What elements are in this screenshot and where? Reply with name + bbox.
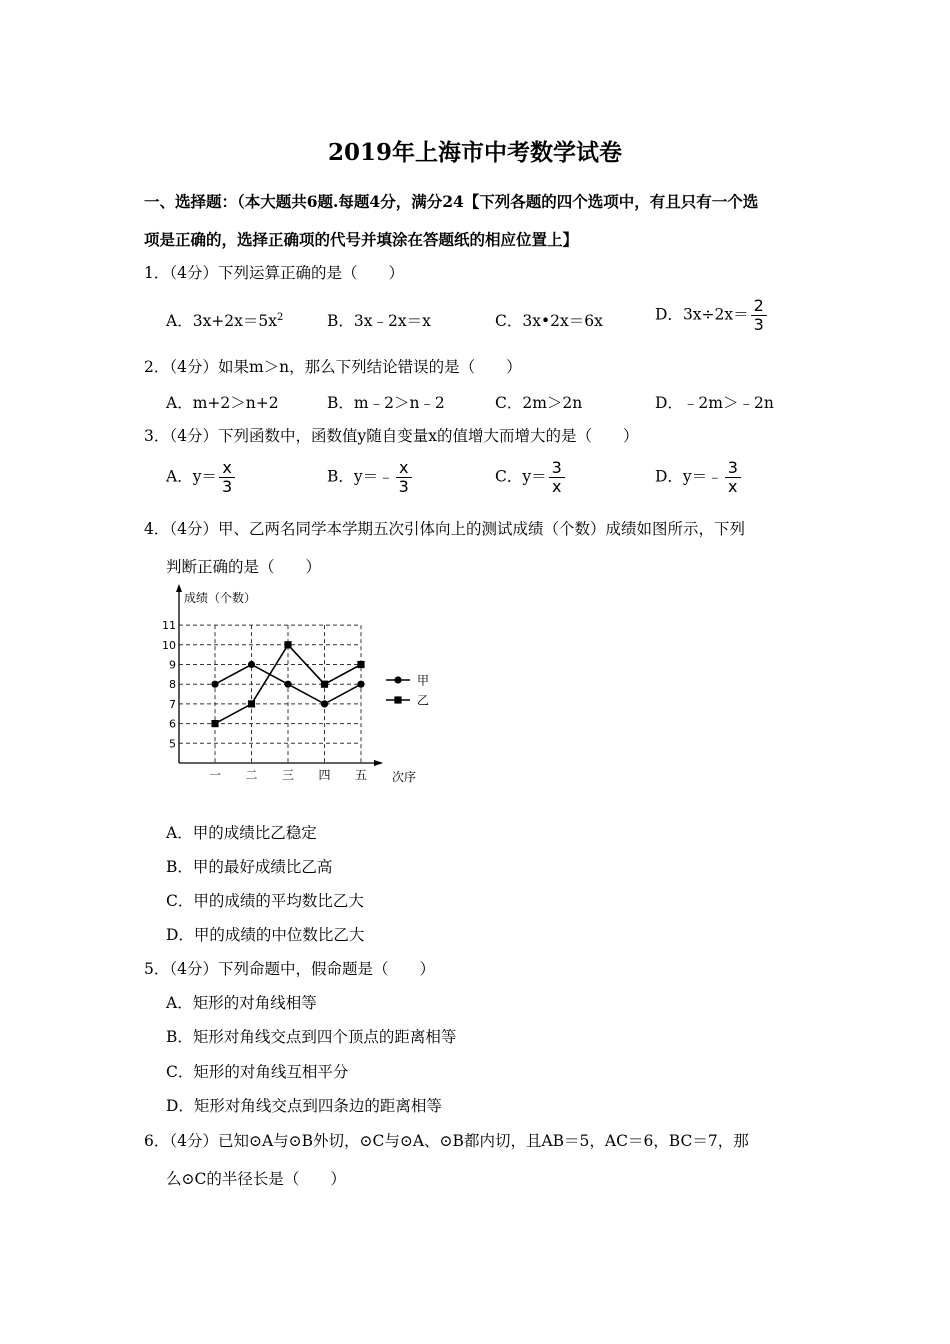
q6-stem-line2: 么⊙C的半径长是（ ） — [166, 1170, 346, 1188]
q4-option-b: B．甲的最好成绩比乙高 — [166, 858, 333, 876]
q5-option-b: B．矩形对角线交点到四个顶点的距离相等 — [166, 1028, 457, 1046]
q3-c-label: C．y＝ — [495, 467, 547, 486]
y-tick-label: 10 — [162, 638, 176, 652]
q2-option-c: C．2m＞2n — [495, 394, 583, 412]
y-tick-label: 8 — [169, 678, 176, 692]
chart-ylabel: 成绩（个数） — [184, 591, 257, 605]
q3-a-label: A．y＝ — [166, 467, 217, 486]
data-point-circle — [211, 681, 218, 688]
data-point-square — [248, 700, 255, 707]
q5-option-c: C．矩形的对角线互相平分 — [166, 1063, 349, 1081]
q3-option-a — [166, 459, 235, 496]
chart-xlabel: 次序 — [392, 770, 417, 784]
legend-label: 甲 — [417, 673, 430, 688]
q1-b-expr: 3x﹣2x＝x — [353, 312, 431, 330]
q1-b-label: B． — [327, 312, 354, 330]
q1-option-d — [655, 297, 767, 334]
score-line-chart — [160, 580, 450, 790]
fraction-numerator: 3 — [549, 459, 565, 478]
data-point-circle — [248, 661, 255, 668]
q1-c-expr: 3x•2x＝6x — [522, 312, 603, 330]
q3-option-c — [495, 459, 565, 496]
data-point-square — [321, 681, 328, 688]
data-point-square — [284, 641, 291, 648]
q1-c-label: C． — [495, 312, 523, 330]
legend-marker-square — [394, 696, 401, 703]
x-axis-arrow — [374, 760, 383, 766]
q3-option-b — [327, 459, 412, 496]
q4-option-c: C．甲的成绩的平均数比乙大 — [166, 892, 364, 910]
q2-option-d: D．﹣2m＞﹣2n — [655, 394, 774, 412]
y-tick-label: 5 — [169, 737, 176, 751]
fraction-numerator: 3 — [725, 459, 741, 478]
x-tick-label: 二 — [245, 768, 258, 782]
q1-option-b — [327, 309, 431, 331]
fraction-denominator: 3 — [753, 315, 764, 334]
q3-a-fraction — [219, 459, 235, 496]
q1-d-label: D． — [655, 305, 683, 324]
fraction-numerator: x — [396, 459, 412, 478]
section-heading-line2: 项是正确的，选择正确项的代号并填涂在答题纸的相应位置上】 — [144, 230, 579, 249]
q6-stem-line1: 6．（4分）已知⊙A与⊙B外切，⊙C与⊙A、⊙B都内切，且AB＝5，AC＝6，BC＝7，那 — [144, 1132, 749, 1150]
fraction-denominator: x — [551, 477, 562, 496]
q4-stem-line2: 判断正确的是（ ） — [166, 558, 322, 576]
fraction-numerator: 2 — [751, 297, 767, 316]
chart-yticks — [162, 619, 176, 750]
q3-b-label: B．y＝﹣ — [327, 467, 394, 486]
q2-stem: 2．（4分）如果m＞n，那么下列结论错误的是（ ） — [144, 358, 522, 376]
q3-option-d — [655, 459, 741, 496]
x-tick-label: 五 — [354, 768, 368, 782]
fraction-numerator: x — [219, 459, 235, 478]
data-point-circle — [284, 681, 291, 688]
q1-a-expr: 3x+2x＝5x — [192, 312, 277, 330]
fraction-denominator: 3 — [221, 477, 233, 496]
x-tick-label: 一 — [208, 768, 222, 782]
legend-marker-circle — [394, 676, 401, 683]
q3-b-fraction — [396, 459, 412, 496]
q1-a-sup: 2 — [277, 311, 284, 323]
chart-axes — [176, 584, 383, 766]
q4-option-d: D．甲的成绩的中位数比乙大 — [166, 926, 365, 944]
x-tick-label: 四 — [318, 768, 331, 782]
section-heading-line1: 一、选择题：（本大题共6题.每题4分，满分24【下列各题的四个选项中，有且只有一个选 — [144, 192, 759, 211]
q1-a-label: A． — [166, 312, 193, 330]
y-axis-arrow — [176, 584, 182, 592]
y-tick-label: 7 — [169, 697, 176, 711]
y-tick-label: 11 — [162, 619, 176, 633]
q3-d-label: D．y＝﹣ — [655, 467, 723, 486]
chart-xticks — [209, 768, 367, 782]
q1-stem: 1．（4分）下列运算正确的是（ ） — [144, 264, 404, 282]
q3-d-fraction — [725, 459, 741, 496]
data-point-circle — [357, 681, 364, 688]
y-tick-label: 6 — [169, 717, 176, 731]
q1-d-prefix: 3x÷2x＝ — [682, 305, 749, 324]
x-tick-label: 三 — [281, 768, 295, 782]
q1-d-fraction — [751, 297, 767, 334]
chart-grid — [179, 625, 361, 763]
chart-legend — [386, 674, 429, 708]
q3-c-fraction — [549, 459, 565, 496]
y-tick-label: 9 — [169, 658, 176, 672]
q5-option-a: A．矩形的对角线相等 — [166, 994, 317, 1012]
q5-option-d: D．矩形对角线交点到四条边的距离相等 — [166, 1097, 442, 1115]
data-point-circle — [321, 700, 328, 707]
fraction-denominator: 3 — [398, 477, 409, 496]
fraction-denominator: x — [728, 477, 738, 496]
q1-option-a — [166, 309, 283, 331]
legend-label: 乙 — [417, 693, 430, 708]
q4-option-a: A．甲的成绩比乙稳定 — [166, 824, 317, 842]
q5-stem: 5．（4分）下列命题中，假命题是（ ） — [144, 960, 435, 978]
q3-stem: 3．（4分）下列函数中，函数值y随自变量x的值增大而增大的是（ ） — [144, 427, 639, 445]
data-point-square — [357, 661, 364, 668]
q1-option-c — [495, 309, 603, 331]
q2-option-a: A．m+2＞n+2 — [166, 394, 279, 412]
q4-stem-line1: 4．（4分）甲、乙两名同学本学期五次引体向上的测试成绩（个数）成绩如图所示，下列 — [144, 520, 745, 538]
page-title: 2019年上海市中考数学试卷 — [327, 139, 622, 166]
data-point-square — [211, 720, 218, 727]
q2-option-b: B．m﹣2＞n﹣2 — [327, 394, 445, 412]
